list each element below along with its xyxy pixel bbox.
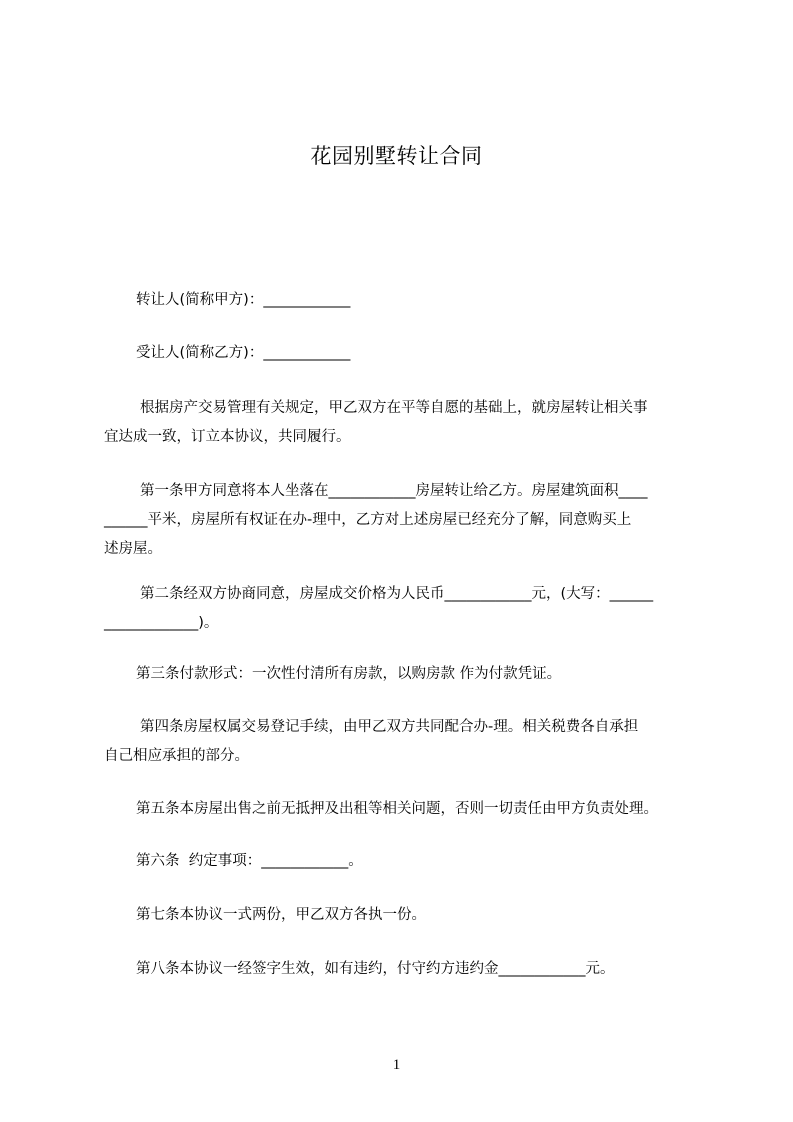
- article-8-paragraph: 第八条本协议一经签字生效，如有违约，付守约方违约金____________元。: [136, 961, 615, 977]
- article-1-line-1: 第一条甲方同意将本人坐落在____________房屋转让给乙方。房屋建筑面积____: [140, 483, 648, 499]
- article-1-line-2: ______平米，房屋所有权证在办-理中，乙方对上述房屋已经充分了解，同意购买上: [104, 512, 632, 528]
- transferor-line: 转让人(简称甲方)：____________: [136, 292, 351, 308]
- article-4-line-1: 第四条房屋权属交易登记手续，由甲乙双方共同配合办-理。相关税费各自承担: [140, 719, 639, 735]
- article-3-paragraph: 第三条付款形式：一次性付清所有房款，以购房款 作为付款凭证。: [136, 666, 562, 682]
- article-7-paragraph: 第七条本协议一式两份，甲乙双方各执一份。: [136, 907, 426, 923]
- preamble-line-2: 宜达成一致，订立本协议，共同履行。: [104, 429, 351, 445]
- preamble-line-1: 根据房产交易管理有关规定，甲乙双方在平等自愿的基础上，就房屋转让相关事: [140, 400, 648, 416]
- article-2-line-1: 第二条经双方协商同意，房屋成交价格为人民币____________元，(大写：______: [140, 586, 654, 602]
- article-4-line-2: 自己相应承担的部分。: [104, 748, 249, 764]
- article-1-line-3: 述房屋。: [104, 541, 162, 557]
- article-2-line-2: _____________)。: [104, 615, 219, 631]
- document-title: 花园别墅转让合同: [310, 144, 483, 168]
- article-6-paragraph: 第六条 约定事项：____________。: [136, 853, 363, 869]
- transferee-line: 受让人(简称乙方)：____________: [136, 345, 351, 361]
- page-number: 1: [392, 1057, 401, 1073]
- article-5-paragraph: 第五条本房屋出售之前无抵押及出租等相关问题，否则一切责任由甲方负责处理。: [136, 801, 658, 817]
